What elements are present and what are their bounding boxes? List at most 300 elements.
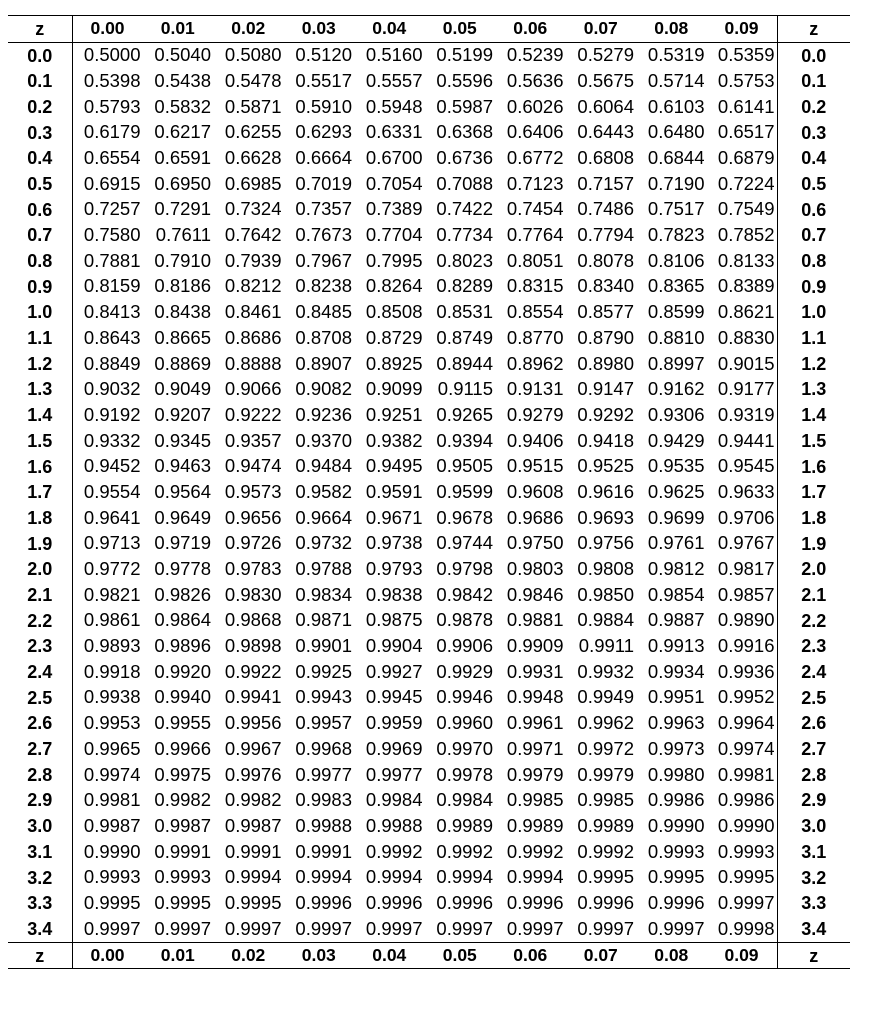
probability-cell: 0.7224: [707, 171, 778, 197]
probability-cell: 0.9995: [577, 866, 634, 888]
table-row: [8, 145, 850, 171]
probability-cell: 0.9495: [365, 455, 423, 477]
row-z-value-right: 2.1: [801, 584, 827, 605]
row-z-value-left: 2.8: [27, 764, 53, 785]
probability-cell: 0.9995: [224, 891, 282, 913]
row-z-value-left: 2.6: [27, 713, 53, 734]
row-z-value-left: 3.2: [27, 867, 53, 888]
probability-cell: 0.9994: [224, 866, 282, 888]
probability-cell: 0.9997: [506, 917, 564, 939]
probability-cell: 0.9989: [577, 814, 634, 836]
row-z-value-right: 2.8: [801, 764, 827, 785]
probability-cell: 0.9997: [365, 917, 423, 939]
probability-cell: 0.9995: [647, 866, 705, 888]
probability-cell: 0.9996: [577, 891, 634, 913]
probability-cell: 0.5398: [72, 68, 143, 94]
row-z-value-left: 1.8: [27, 507, 53, 528]
probability-cell: 0.9961: [506, 712, 564, 734]
table-row: [8, 582, 850, 608]
probability-cell: 0.9484: [295, 455, 352, 477]
probability-cell: 0.6879: [707, 145, 778, 171]
probability-cell: 0.9463: [154, 455, 211, 477]
probability-cell: 0.9826: [154, 583, 211, 605]
probability-cell: 0.9982: [154, 789, 211, 811]
probability-cell: 0.9922: [224, 660, 282, 682]
probability-cell: 0.6141: [707, 94, 778, 120]
probability-cell: 0.8485: [295, 301, 352, 323]
footer-column-header: 0.05: [425, 942, 496, 969]
probability-cell: 0.9788: [295, 558, 352, 580]
probability-cell: 0.8686: [224, 326, 282, 348]
table-row: [8, 736, 850, 762]
probability-cell: 0.9778: [154, 558, 211, 580]
row-z-value-right: 0.7: [801, 225, 827, 246]
probability-cell: 0.9236: [295, 403, 352, 425]
probability-cell: 0.9884: [577, 609, 634, 631]
table-row: [8, 94, 850, 120]
probability-cell: 0.7967: [295, 249, 352, 271]
probability-cell: 0.9949: [577, 686, 634, 708]
probability-cell: 0.5199: [436, 44, 493, 66]
probability-cell: 0.9964: [707, 711, 778, 737]
probability-cell: 0.9987: [224, 814, 282, 836]
probability-cell: 0.9505: [436, 455, 493, 477]
probability-cell: 0.9992: [506, 840, 564, 862]
row-z-value-left: 0.6: [27, 199, 53, 220]
row-z-value-right: 0.8: [801, 251, 827, 272]
probability-cell: 0.9834: [295, 583, 352, 605]
row-z-value-right: 2.3: [801, 636, 827, 657]
header-column-header: 0.07: [566, 16, 637, 43]
table-row: [8, 454, 850, 480]
table-row: [8, 325, 850, 351]
probability-cell: 0.9965: [72, 736, 143, 762]
header-column-header: 0.03: [284, 16, 355, 43]
table-row: [8, 42, 850, 68]
probability-cell: 0.7357: [295, 198, 352, 220]
row-z-value-left: 0.8: [27, 251, 53, 272]
probability-cell: 0.9934: [647, 660, 705, 682]
probability-cell: 0.8389: [707, 274, 778, 300]
probability-cell: 0.7642: [224, 224, 282, 246]
probability-cell: 0.9418: [577, 429, 634, 451]
table-row: [8, 556, 850, 582]
table-row: [8, 608, 850, 634]
probability-cell: 0.9222: [224, 403, 282, 425]
header-column-header: 0.04: [354, 16, 425, 43]
table-row: [8, 659, 850, 685]
row-z-value-right: 0.6: [801, 199, 827, 220]
header-column-header: 0.09: [707, 16, 778, 43]
footer-column-header: 0.06: [495, 942, 566, 969]
probability-cell: 0.9332: [72, 428, 143, 454]
probability-cell: 0.7257: [72, 197, 143, 223]
probability-cell: 0.9625: [647, 480, 705, 502]
probability-cell: 0.9973: [647, 737, 705, 759]
probability-cell: 0.9946: [436, 686, 493, 708]
probability-cell: 0.9969: [365, 737, 423, 759]
probability-cell: 0.7764: [506, 224, 564, 246]
table-row: [8, 531, 850, 557]
probability-cell: 0.9896: [154, 635, 211, 657]
probability-cell: 0.5871: [224, 95, 282, 117]
probability-cell: 0.9850: [577, 583, 634, 605]
probability-cell: 0.9993: [154, 866, 211, 888]
probability-cell: 0.9750: [506, 532, 564, 554]
row-z-value-left: 1.3: [27, 379, 53, 400]
row-z-value-left: 2.0: [27, 559, 53, 580]
probability-cell: 0.9976: [224, 763, 282, 785]
header-column-header: 0.02: [213, 16, 284, 43]
probability-cell: 0.9901: [295, 635, 352, 657]
probability-cell: 0.7054: [365, 172, 423, 194]
probability-cell: 0.8830: [707, 325, 778, 351]
probability-cell: 0.9996: [647, 891, 705, 913]
table-row: [8, 351, 850, 377]
probability-cell: 0.9948: [506, 686, 564, 708]
probability-cell: 0.9932: [577, 660, 634, 682]
probability-cell: 0.9015: [707, 351, 778, 377]
probability-cell: 0.9115: [437, 378, 493, 400]
table-body: [8, 42, 850, 942]
table-row: [8, 839, 850, 865]
probability-cell: 0.9591: [365, 480, 423, 502]
probability-cell: 0.9756: [577, 532, 634, 554]
probability-cell: 0.8159: [72, 274, 143, 300]
row-z-value-right: 2.9: [801, 790, 827, 811]
probability-cell: 0.9997: [224, 917, 282, 939]
row-z-value-right: 2.5: [801, 687, 827, 708]
probability-cell: 0.6406: [506, 121, 564, 143]
probability-cell: 0.5517: [295, 69, 352, 91]
probability-cell: 0.5080: [224, 44, 282, 66]
probability-cell: 0.9909: [506, 635, 564, 657]
probability-cell: 0.8554: [506, 301, 564, 323]
probability-cell: 0.9207: [154, 403, 211, 425]
probability-cell: 0.8365: [647, 275, 705, 297]
probability-cell: 0.7611: [155, 224, 211, 246]
probability-cell: 0.7580: [72, 223, 143, 249]
probability-cell: 0.9916: [707, 634, 778, 660]
probability-cell: 0.6808: [577, 147, 634, 169]
probability-cell: 0.9893: [72, 634, 143, 660]
row-z-value-right: 1.3: [801, 379, 827, 400]
probability-cell: 0.9066: [224, 378, 282, 400]
probability-cell: 0.9975: [154, 763, 211, 785]
table-row: [8, 916, 850, 942]
probability-cell: 0.9929: [436, 660, 493, 682]
probability-cell: 0.9996: [506, 891, 564, 913]
probability-cell: 0.8729: [365, 326, 423, 348]
probability-cell: 0.9545: [707, 454, 778, 480]
probability-cell: 0.9970: [436, 737, 493, 759]
probability-cell: 0.9986: [647, 789, 705, 811]
probability-cell: 0.9987: [154, 814, 211, 836]
row-z-value-left: 2.1: [27, 584, 53, 605]
probability-cell: 0.9980: [647, 763, 705, 785]
probability-cell: 0.9913: [647, 635, 705, 657]
probability-cell: 0.8531: [436, 301, 493, 323]
probability-cell: 0.5279: [577, 44, 634, 66]
probability-cell: 0.7123: [506, 172, 564, 194]
probability-cell: 0.7157: [577, 172, 634, 194]
row-z-value-left: 0.9: [27, 276, 53, 297]
probability-cell: 0.7389: [365, 198, 423, 220]
row-z-value-left: 1.6: [27, 456, 53, 477]
table-row: [8, 300, 850, 326]
row-z-value-left: 3.4: [27, 918, 53, 939]
probability-cell: 0.9345: [154, 429, 211, 451]
footer-column-header: 0.03: [284, 942, 355, 969]
table-row: [8, 634, 850, 660]
probability-cell: 0.9686: [506, 506, 564, 528]
probability-cell: 0.8186: [154, 275, 211, 297]
probability-cell: 0.9406: [506, 429, 564, 451]
row-z-value-right: 0.0: [801, 45, 827, 66]
probability-cell: 0.9441: [707, 428, 778, 454]
header-z-label-right: z: [777, 16, 850, 43]
probability-cell: 0.6772: [506, 147, 564, 169]
probability-cell: 0.8869: [154, 352, 211, 374]
table-row: [8, 890, 850, 916]
header-column-header: 0.08: [636, 16, 707, 43]
probability-cell: 0.9974: [72, 762, 143, 788]
probability-cell: 0.7939: [224, 249, 282, 271]
probability-cell: 0.8461: [224, 301, 282, 323]
footer-row: [8, 942, 850, 969]
probability-cell: 0.9864: [154, 609, 211, 631]
probability-cell: 0.9772: [72, 556, 143, 582]
header-row: [8, 16, 850, 43]
probability-cell: 0.9977: [365, 763, 423, 785]
probability-cell: 0.9147: [577, 378, 634, 400]
probability-cell: 0.7549: [707, 197, 778, 223]
table-row: [8, 865, 850, 891]
probability-cell: 0.5596: [436, 69, 493, 91]
probability-cell: 0.6950: [154, 172, 211, 194]
probability-cell: 0.8238: [295, 275, 352, 297]
probability-cell: 0.7704: [365, 224, 423, 246]
footer-column-header: 0.04: [354, 942, 425, 969]
probability-cell: 0.5000: [72, 42, 143, 68]
probability-cell: 0.7190: [647, 172, 705, 194]
probability-cell: 0.9279: [506, 403, 564, 425]
table-row: [8, 274, 850, 300]
probability-cell: 0.9981: [72, 788, 143, 814]
probability-cell: 0.9678: [436, 506, 493, 528]
probability-cell: 0.9984: [436, 789, 493, 811]
probability-cell: 0.9918: [72, 659, 143, 685]
probability-cell: 0.5438: [154, 69, 211, 91]
probability-cell: 0.9997: [295, 917, 352, 939]
probability-cell: 0.9940: [154, 686, 211, 708]
probability-cell: 0.5714: [647, 69, 705, 91]
table-row: [8, 171, 850, 197]
row-z-value-left: 0.3: [27, 122, 53, 143]
probability-cell: 0.5557: [365, 69, 423, 91]
probability-cell: 0.7324: [224, 198, 282, 220]
probability-cell: 0.9857: [707, 582, 778, 608]
probability-cell: 0.7019: [295, 172, 352, 194]
probability-cell: 0.9994: [295, 866, 352, 888]
probability-cell: 0.8708: [295, 326, 352, 348]
probability-cell: 0.9993: [72, 865, 143, 891]
probability-cell: 0.9994: [436, 866, 493, 888]
probability-cell: 0.9719: [154, 532, 211, 554]
probability-cell: 0.9989: [506, 814, 564, 836]
probability-cell: 0.9978: [436, 763, 493, 785]
probability-cell: 0.9812: [647, 558, 705, 580]
probability-cell: 0.8621: [707, 300, 778, 326]
probability-cell: 0.7734: [436, 224, 493, 246]
table-row: [8, 813, 850, 839]
probability-cell: 0.8051: [506, 249, 564, 271]
probability-cell: 0.6628: [224, 147, 282, 169]
table-row: [8, 197, 850, 223]
probability-cell: 0.9991: [295, 840, 352, 862]
row-z-value-left: 1.0: [27, 302, 53, 323]
probability-cell: 0.9868: [224, 609, 282, 631]
probability-cell: 0.9987: [72, 813, 143, 839]
footer-column-header: 0.09: [707, 942, 778, 969]
probability-cell: 0.9957: [295, 712, 352, 734]
probability-cell: 0.9993: [647, 840, 705, 862]
probability-cell: 0.7852: [707, 223, 778, 249]
probability-cell: 0.9945: [365, 686, 423, 708]
row-z-value-left: 2.5: [27, 687, 53, 708]
row-z-value-left: 2.4: [27, 662, 53, 683]
probability-cell: 0.9985: [506, 789, 564, 811]
probability-cell: 0.9842: [436, 583, 493, 605]
probability-cell: 0.9032: [72, 377, 143, 403]
footer-column-header: 0.01: [143, 942, 214, 969]
probability-cell: 0.9943: [295, 686, 352, 708]
probability-cell: 0.9993: [707, 839, 778, 865]
table-row: [8, 223, 850, 249]
probability-cell: 0.9875: [365, 609, 423, 631]
probability-cell: 0.6217: [154, 121, 211, 143]
probability-cell: 0.9131: [506, 378, 564, 400]
row-z-value-right: 1.2: [801, 353, 827, 374]
probability-cell: 0.9599: [436, 480, 493, 502]
footer-z-label-right: z: [777, 942, 850, 969]
probability-cell: 0.9962: [577, 712, 634, 734]
probability-cell: 0.9997: [154, 917, 211, 939]
probability-cell: 0.5948: [365, 95, 423, 117]
probability-cell: 0.5832: [154, 95, 211, 117]
probability-cell: 0.6443: [577, 121, 634, 143]
row-z-value-right: 0.9: [801, 276, 827, 297]
probability-cell: 0.9967: [224, 737, 282, 759]
footer-column-header: 0.00: [72, 942, 143, 969]
probability-cell: 0.9963: [647, 712, 705, 734]
probability-cell: 0.5675: [577, 69, 634, 91]
probability-cell: 0.9177: [707, 377, 778, 403]
probability-cell: 0.9649: [154, 506, 211, 528]
probability-cell: 0.9906: [436, 635, 493, 657]
row-z-value-right: 0.3: [801, 122, 827, 143]
probability-cell: 0.7881: [72, 248, 143, 274]
probability-cell: 0.9998: [707, 916, 778, 942]
probability-cell: 0.9693: [577, 506, 634, 528]
probability-cell: 0.9713: [72, 531, 143, 557]
table-row: [8, 505, 850, 531]
probability-cell: 0.9979: [577, 763, 634, 785]
probability-cell: 0.8078: [577, 249, 634, 271]
probability-cell: 0.9955: [154, 712, 211, 734]
probability-cell: 0.9382: [365, 429, 423, 451]
probability-cell: 0.7088: [436, 172, 493, 194]
row-z-value-left: 1.9: [27, 533, 53, 554]
header-z-label-left: z: [8, 16, 72, 43]
row-z-value-left: 0.7: [27, 225, 53, 246]
probability-cell: 0.9952: [707, 685, 778, 711]
probability-cell: 0.9985: [577, 789, 634, 811]
probability-cell: 0.7454: [506, 198, 564, 220]
footer-column-header: 0.07: [566, 942, 637, 969]
probability-cell: 0.9931: [506, 660, 564, 682]
probability-cell: 0.8997: [647, 352, 705, 374]
probability-cell: 0.9951: [647, 686, 705, 708]
probability-cell: 0.9890: [707, 608, 778, 634]
probability-cell: 0.9982: [224, 789, 282, 811]
probability-cell: 0.9990: [647, 814, 705, 836]
probability-cell: 0.8907: [295, 352, 352, 374]
probability-cell: 0.6736: [436, 147, 493, 169]
probability-cell: 0.9983: [295, 789, 352, 811]
probability-cell: 0.9979: [506, 763, 564, 785]
probability-cell: 0.8212: [224, 275, 282, 297]
probability-cell: 0.8790: [577, 326, 634, 348]
probability-cell: 0.9977: [295, 763, 352, 785]
row-z-value-right: 3.2: [801, 867, 827, 888]
probability-cell: 0.8413: [72, 300, 143, 326]
table-row: [8, 68, 850, 94]
probability-cell: 0.8643: [72, 325, 143, 351]
probability-cell: 0.5160: [365, 44, 423, 66]
probability-cell: 0.5910: [295, 95, 352, 117]
table-row: [8, 685, 850, 711]
probability-cell: 0.6664: [295, 147, 352, 169]
probability-cell: 0.8340: [577, 275, 634, 297]
probability-cell: 0.9803: [506, 558, 564, 580]
probability-cell: 0.9192: [72, 402, 143, 428]
probability-cell: 0.8888: [224, 352, 282, 374]
probability-cell: 0.9992: [577, 840, 634, 862]
row-z-value-right: 0.4: [801, 148, 827, 169]
probability-cell: 0.6368: [436, 121, 493, 143]
probability-cell: 0.9990: [707, 813, 778, 839]
row-z-value-left: 0.5: [27, 173, 53, 194]
probability-cell: 0.5987: [436, 95, 493, 117]
probability-cell: 0.6480: [647, 121, 705, 143]
row-z-value-left: 2.2: [27, 610, 53, 631]
probability-cell: 0.9991: [224, 840, 282, 862]
probability-cell: 0.9099: [365, 378, 423, 400]
probability-cell: 0.9911: [578, 635, 634, 657]
row-z-value-right: 1.1: [801, 328, 827, 349]
probability-cell: 0.6255: [224, 121, 282, 143]
probability-cell: 0.9941: [224, 686, 282, 708]
probability-cell: 0.9981: [707, 762, 778, 788]
probability-cell: 0.7794: [577, 224, 634, 246]
table-row: [8, 120, 850, 146]
probability-cell: 0.5359: [707, 42, 778, 68]
probability-cell: 0.9817: [707, 556, 778, 582]
probability-cell: 0.9994: [506, 866, 564, 888]
probability-cell: 0.9861: [72, 608, 143, 634]
row-z-value-right: 1.6: [801, 456, 827, 477]
